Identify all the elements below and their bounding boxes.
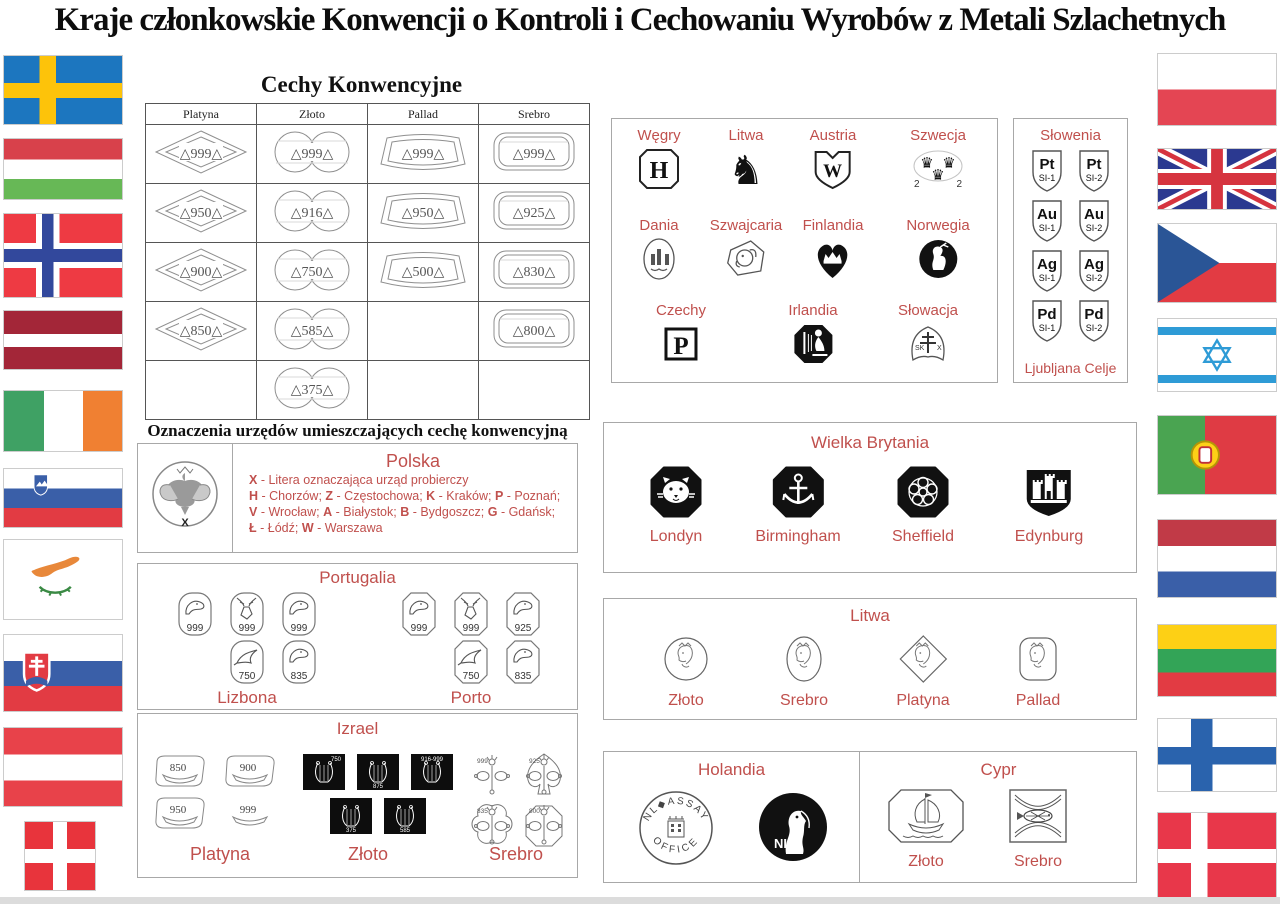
fineness-mark-925	[486, 187, 582, 235]
poland-office-line: V - Wrocław; A - Białystok; B - Bydgoszcz; G - Gdańsk;	[249, 505, 556, 519]
slovenia-footer: Ljubljana Celje	[1024, 360, 1117, 376]
israel-silver-mark-999	[470, 752, 514, 798]
portugal-mark-999	[451, 590, 491, 638]
slovenia-panel	[1013, 118, 1128, 383]
israel-silver-mark-925	[522, 752, 566, 798]
hallmark-cell	[479, 302, 590, 361]
flag-hungary	[3, 138, 123, 200]
uk-city-label: Sheffield	[892, 528, 954, 545]
fineness-mark-900	[153, 246, 249, 294]
svg-text:W: W	[823, 161, 843, 182]
svg-text:X: X	[181, 517, 189, 529]
fineness-mark-916	[264, 187, 360, 235]
hallmark-cell	[257, 243, 368, 302]
column-header-złoto: Złoto	[257, 104, 368, 125]
country-mark-czechy	[656, 302, 706, 372]
slovenia-shield-pd-si-2	[1075, 298, 1113, 344]
cyprus-metal-label: Złoto	[908, 853, 944, 870]
israel-gold-mark-750	[301, 752, 347, 792]
israel-gold-mark-916-999	[409, 752, 455, 792]
svg-text:△830△: △830△	[512, 264, 556, 280]
country-mark-litwa	[723, 127, 769, 197]
israel-platinum-row	[150, 752, 280, 790]
portugal-mark-row	[178, 638, 368, 686]
svg-text:Au: Au	[1083, 206, 1104, 223]
svg-text:OFFICE: OFFICE	[650, 834, 702, 856]
portugal-mark-999	[227, 590, 267, 638]
flag-czech	[1157, 223, 1277, 303]
israel-silver-mark-835	[470, 802, 514, 848]
fineness-mark-585	[264, 305, 360, 353]
flag-netherlands	[1157, 519, 1277, 598]
country-mark-finlandia	[803, 217, 864, 287]
svg-text:△900△: △900△	[179, 264, 223, 280]
lithuania-mark-platyna	[896, 633, 949, 710]
israel-silver-group	[466, 752, 570, 852]
svg-text:999: 999	[410, 623, 428, 634]
svg-text:950: 950	[169, 804, 187, 816]
poland-eagle-mark	[138, 444, 233, 552]
svg-text:NL: NL	[774, 836, 792, 851]
israel-silver-label: Srebro	[488, 844, 544, 864]
svg-text:P: P	[673, 333, 689, 360]
hallmark-cell	[368, 243, 479, 302]
flag-uk	[1157, 148, 1277, 210]
svg-text:SI-1: SI-1	[1038, 223, 1056, 233]
svg-text:800: 800	[529, 808, 540, 815]
svg-text:△999△: △999△	[290, 146, 334, 162]
israel-platinum-label: Platyna	[189, 844, 251, 864]
svg-text:X: X	[937, 345, 942, 352]
uk-box	[603, 422, 1137, 573]
svg-text:925: 925	[529, 758, 540, 765]
flag-cyprus	[3, 539, 123, 620]
svg-text:△999△: △999△	[401, 146, 445, 162]
fineness-mark-500	[375, 246, 471, 294]
israel-platinum-group	[150, 752, 280, 836]
country-mark-label: Szwecja	[910, 127, 966, 144]
hallmark-cell	[479, 361, 590, 420]
lithuania-mark-pallad	[1012, 633, 1064, 710]
flag-ireland	[3, 390, 123, 452]
svg-text:△850△: △850△	[179, 323, 223, 339]
svg-text:△750△: △750△	[290, 264, 334, 280]
svg-text:835: 835	[290, 671, 308, 682]
poland-office-line: X - Litera oznaczająca urząd probierczy	[249, 473, 469, 487]
israel-gold-mark-875	[355, 752, 401, 792]
flag-denmark	[1157, 812, 1277, 900]
svg-text:SK: SK	[915, 345, 925, 352]
israel-silver-row	[466, 802, 570, 848]
svg-text:△585△: △585△	[290, 323, 334, 339]
israel-gold-row	[296, 752, 460, 792]
flag-latvia	[3, 310, 123, 370]
fineness-mark-850	[153, 305, 249, 353]
country-mark-label: Norwegia	[906, 217, 970, 234]
flag-poland	[1157, 53, 1277, 126]
lithuania-metal-label: Srebro	[779, 692, 829, 709]
israel-platinum-row	[150, 794, 280, 832]
portugal-mark-835	[279, 638, 319, 686]
svg-text:Ag: Ag	[1037, 256, 1058, 273]
svg-text:SI-1: SI-1	[1038, 323, 1056, 333]
country-mark-węgry	[636, 127, 682, 197]
poland-office-line: H - Chorzów; Z - Częstochowa; K - Kraków; P - Poznań;	[249, 489, 561, 503]
fineness-mark-999	[264, 128, 360, 176]
portugal-mark-999	[279, 590, 319, 638]
poland-office-lines	[249, 472, 577, 536]
israel-gold-mark-585	[382, 796, 428, 836]
svg-text:750: 750	[462, 671, 480, 682]
mark-dog-icon	[723, 236, 769, 282]
svg-text:♛: ♛	[942, 155, 956, 172]
mark-castle-icon	[1020, 463, 1078, 521]
svg-text:Pt: Pt	[1086, 156, 1102, 173]
country-mark-austria	[810, 127, 857, 197]
mark-ship-icon	[885, 786, 967, 846]
svg-text:♞: ♞	[728, 149, 764, 192]
country-mark-label: Austria	[809, 127, 857, 144]
svg-text:SI-2: SI-2	[1085, 223, 1103, 233]
country-mark-label: Irlandia	[788, 302, 838, 319]
lithuania-mark-złoto	[660, 633, 712, 710]
svg-text:Pd: Pd	[1084, 306, 1104, 323]
mark-knight-icon	[723, 146, 769, 192]
fineness-mark-375	[264, 364, 360, 412]
mark-czechp-icon	[658, 321, 704, 367]
column-header-srebro: Srebro	[479, 104, 590, 125]
hallmark-cell	[368, 302, 479, 361]
lithuania-title: Litwa	[850, 606, 890, 625]
svg-text:925: 925	[514, 623, 532, 634]
hallmark-cell	[257, 361, 368, 420]
svg-text:750: 750	[238, 671, 256, 682]
svg-text:999: 999	[239, 804, 257, 816]
svg-text:△999△: △999△	[512, 146, 556, 162]
hallmark-cell	[479, 243, 590, 302]
israel-silver-mark-800	[522, 802, 566, 848]
slovenia-shield-au-si-2	[1075, 198, 1113, 244]
svg-text:Pd: Pd	[1037, 306, 1057, 323]
svg-text:Ag: Ag	[1083, 256, 1104, 273]
israel-gold-label: Złoto	[347, 844, 389, 864]
fineness-mark-999	[375, 128, 471, 176]
hallmark-cell	[479, 184, 590, 243]
poland-office-text	[233, 444, 577, 552]
flag-slovakia	[3, 634, 123, 712]
flag-norway	[3, 213, 123, 298]
svg-text:2: 2	[914, 179, 920, 190]
country-mark-szwecja	[910, 127, 966, 197]
country-mark-słowacja	[898, 302, 958, 372]
offices-heading: Oznaczenia urzędów umieszczających cechę konwencyjną	[147, 421, 568, 440]
israel-box	[137, 713, 578, 878]
hallmark-cell	[146, 184, 257, 243]
portugal-mark-999	[399, 590, 439, 638]
country-mark-label: Węgry	[637, 127, 681, 144]
portugal-mark-925	[503, 590, 543, 638]
poland-title: Polska	[385, 451, 441, 471]
svg-text:SI-2: SI-2	[1085, 273, 1103, 283]
portugal-mark-835	[503, 638, 543, 686]
svg-text:999: 999	[290, 623, 308, 634]
country-mark-szwajcaria	[710, 217, 783, 287]
netherlands-assay-seal	[636, 788, 716, 868]
portugal-mark-750	[227, 638, 267, 686]
svg-text:750: 750	[330, 757, 341, 763]
polish-eagle-icon	[150, 456, 220, 540]
svg-text:♛: ♛	[920, 155, 934, 172]
country-mark-dania	[636, 217, 682, 287]
israel-platinum-mark-850	[149, 752, 211, 790]
svg-text:375: 375	[345, 828, 357, 834]
svg-text:△500△: △500△	[401, 264, 445, 280]
slovenia-shield-grid	[1014, 144, 1127, 344]
column-header-pallad: Pallad	[368, 104, 479, 125]
cyprus-metal-label: Srebro	[1013, 853, 1063, 870]
svg-text:△800△: △800△	[512, 323, 556, 339]
fineness-mark-950	[153, 187, 249, 235]
svg-text:H: H	[649, 158, 669, 184]
cyprus-mark-srebro	[1006, 786, 1070, 871]
uk-mark-birmingham	[755, 463, 840, 546]
slovenia-shield-ag-si-1	[1028, 248, 1066, 294]
mark-rose-icon	[894, 463, 952, 521]
svg-text:999: 999	[238, 623, 256, 634]
flag-portugal	[1157, 415, 1277, 495]
svg-text:916-999: 916-999	[420, 757, 444, 763]
cyprus-title: Cypr	[980, 760, 1017, 779]
mark-head-circle-icon	[660, 633, 712, 685]
hallmark-cell	[368, 125, 479, 184]
poland-office-box	[137, 443, 578, 553]
netherlands-horse-mark	[756, 790, 830, 864]
mark-head-diamond-icon	[897, 633, 949, 685]
uk-city-label: Birmingham	[755, 528, 841, 545]
hallmark-cell	[368, 184, 479, 243]
lisbon-group	[152, 590, 342, 708]
uk-city-label: Londyn	[649, 528, 703, 545]
portugal-box	[137, 563, 578, 710]
country-mark-label: Finlandia	[802, 217, 864, 234]
svg-text:△925△: △925△	[512, 205, 556, 221]
svg-text:△999△: △999△	[179, 146, 223, 162]
hallmark-cell	[146, 361, 257, 420]
portugal-city-label: Lizbona	[217, 688, 277, 707]
svg-text:△950△: △950△	[401, 205, 445, 221]
portugal-city-label: Porto	[450, 688, 492, 707]
flag-austria	[3, 727, 123, 807]
lithuania-metal-label: Platyna	[896, 692, 950, 709]
mark-fish-icon	[1006, 786, 1070, 846]
uk-city-label: Edynburg	[1014, 528, 1084, 545]
uk-mark-edynburg	[1015, 463, 1084, 546]
portugal-title: Portugalia	[319, 568, 396, 587]
portugal-mark-999	[175, 590, 215, 638]
fineness-mark-800	[486, 305, 582, 353]
convention-marks-title: Cechy Konwencyjne	[260, 72, 463, 97]
mark-lion-icon	[915, 236, 961, 282]
israel-silver-row	[466, 752, 570, 798]
uk-mark-londyn	[647, 463, 705, 546]
svg-text:△375△: △375△	[290, 382, 334, 398]
slovenia-title: Słowenia	[1040, 127, 1101, 144]
israel-gold-group	[296, 752, 460, 840]
hallmark-cell	[257, 302, 368, 361]
country-mark-label: Dania	[639, 217, 679, 234]
country-marks-panel	[611, 118, 998, 383]
country-mark-label: Szwajcaria	[709, 217, 783, 234]
lithuania-box	[603, 598, 1137, 720]
israel-gold-row	[296, 796, 460, 836]
portugal-mark-750	[451, 638, 491, 686]
lithuania-mark-srebro	[778, 633, 830, 710]
mark-dcross-icon	[905, 321, 951, 367]
mark-towers-icon	[636, 236, 682, 282]
porto-group	[376, 590, 566, 708]
hallmark-cell	[368, 361, 479, 420]
hallmark-cell	[479, 125, 590, 184]
mark-head-rsquare-icon	[1012, 633, 1064, 685]
svg-text:Au: Au	[1037, 206, 1058, 223]
netherlands-title: Holandia	[697, 760, 766, 779]
svg-text:875: 875	[372, 784, 384, 790]
mark-heart-icon	[810, 236, 856, 282]
svg-text:585: 585	[399, 828, 411, 834]
column-header-platyna: Platyna	[146, 104, 257, 125]
svg-text:835: 835	[477, 808, 488, 815]
slovenia-shield-au-si-1	[1028, 198, 1066, 244]
hallmark-cell	[146, 125, 257, 184]
page-title: Kraje członkowskie Konwencji o Kontroli i Cechowaniu Wyrobów z Metali Szlachetnych	[54, 2, 1226, 38]
mark-crowns-icon	[910, 146, 966, 192]
israel-platinum-mark-950	[149, 794, 211, 832]
svg-text:999: 999	[186, 623, 204, 634]
bottom-edge	[0, 897, 1280, 904]
mark-austria-icon	[810, 146, 856, 192]
country-mark-label: Litwa	[728, 127, 764, 144]
uk-mark-sheffield	[892, 463, 954, 546]
israel-platinum-mark-999	[219, 794, 281, 832]
israel-platinum-mark-900	[219, 752, 281, 790]
fineness-mark-750	[264, 246, 360, 294]
slovenia-shield-ag-si-2	[1075, 248, 1113, 294]
mark-head-oval-icon	[778, 633, 830, 685]
svg-text:NL◆ASSAY: NL◆ASSAY	[641, 795, 711, 824]
flag-switzerland	[24, 821, 96, 891]
uk-title: Wielka Brytania	[810, 433, 930, 452]
svg-text:SI-2: SI-2	[1085, 173, 1103, 183]
slovenia-shield-pt-si-1	[1028, 148, 1066, 194]
country-mark-irlandia	[788, 302, 837, 372]
svg-text:999: 999	[477, 758, 488, 765]
svg-text:835: 835	[514, 671, 532, 682]
svg-text:♛: ♛	[931, 167, 945, 184]
mark-leopard-icon	[647, 463, 705, 521]
slovenia-shield-pd-si-1	[1028, 298, 1066, 344]
israel-gold-mark-375	[328, 796, 374, 836]
portugal-mark-row	[376, 590, 566, 638]
svg-text:△916△: △916△	[290, 205, 334, 221]
israel-title: Izrael	[336, 719, 379, 738]
hallmark-cell	[257, 184, 368, 243]
convention-table	[145, 103, 590, 420]
portugal-mark-row	[402, 638, 592, 686]
slovenia-shield-pt-si-2	[1075, 148, 1113, 194]
svg-text:SI-2: SI-2	[1085, 323, 1103, 333]
svg-text:850: 850	[169, 762, 187, 774]
flag-finland	[1157, 718, 1277, 792]
svg-text:900: 900	[239, 762, 257, 774]
poland-office-line: Ł - Łódź; W - Warszawa	[249, 521, 383, 535]
mark-hungary-icon	[636, 146, 682, 192]
flag-lithuania	[1157, 624, 1277, 697]
fineness-mark-999	[486, 128, 582, 176]
svg-text:△950△: △950△	[179, 205, 223, 221]
country-mark-norwegia	[906, 217, 969, 287]
hallmark-cell	[146, 302, 257, 361]
mark-anchor-icon	[769, 463, 827, 521]
flag-israel	[1157, 318, 1277, 392]
flag-sweden	[3, 55, 123, 125]
portugal-mark-row	[152, 590, 342, 638]
fineness-mark-999	[153, 128, 249, 176]
svg-text:999: 999	[462, 623, 480, 634]
lithuania-metal-label: Złoto	[668, 692, 704, 709]
fineness-mark-950	[375, 187, 471, 235]
svg-text:SI-1: SI-1	[1038, 273, 1056, 283]
mark-hibernia-icon	[790, 321, 836, 367]
svg-text:2: 2	[956, 179, 962, 190]
netherlands-cyprus-box	[603, 751, 1137, 883]
hallmark-cell	[146, 243, 257, 302]
fineness-mark-830	[486, 246, 582, 294]
country-mark-label: Czechy	[655, 302, 707, 319]
lithuania-metal-label: Pallad	[1015, 692, 1061, 709]
cyprus-mark-złoto	[885, 786, 967, 871]
svg-text:Pt: Pt	[1039, 156, 1055, 173]
svg-text:SI-1: SI-1	[1038, 173, 1056, 183]
flag-slovenia	[3, 468, 123, 528]
hallmark-cell	[257, 125, 368, 184]
country-mark-label: Słowacja	[897, 302, 959, 319]
